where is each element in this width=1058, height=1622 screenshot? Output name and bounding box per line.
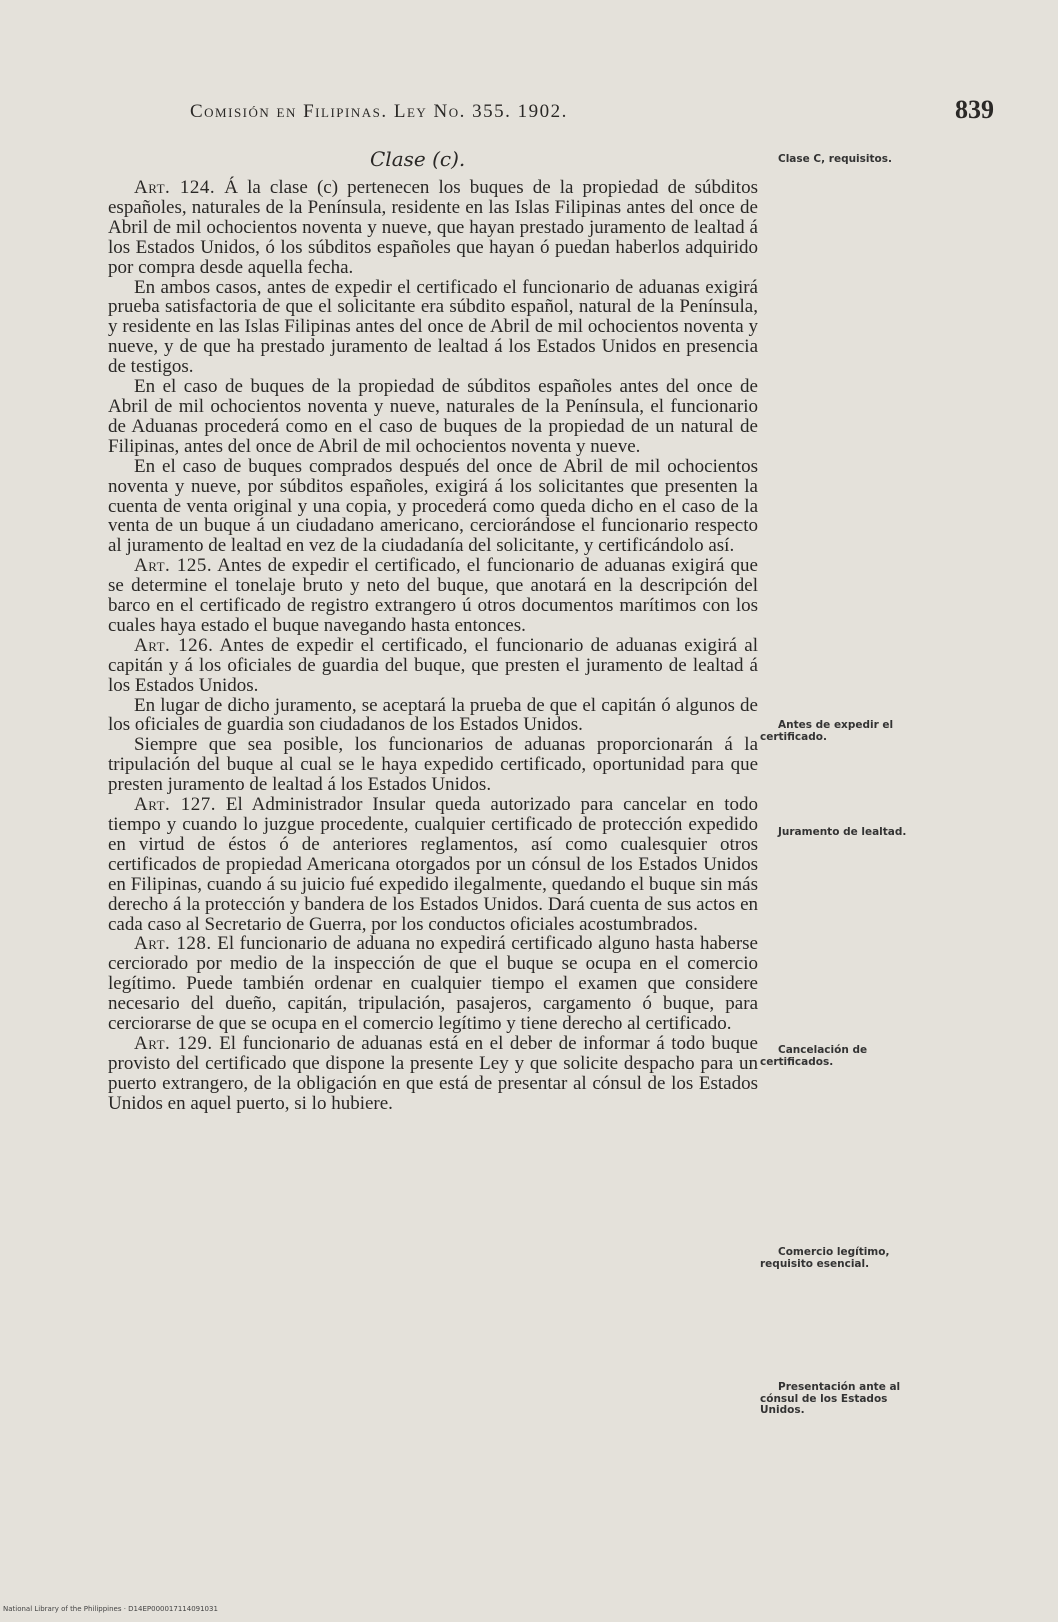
paragraph-text: En el caso de buques comprados después del once de Abril de mil ochocientos noventa y nueve, por súbditos españoles, exigirá á los solicitantes que presenten la cuenta de venta original y una copia, y procederá como queda dicho en el caso de la venta de un buque á un ciudadano americano, cerciorándose el funcionario respecto al juramento de lealtad en vez de la ciudadanía del solicitante, y certificándolo así. [108,455,758,557]
paragraph [108,934,758,1034]
article-label: Art. 124. [134,177,216,198]
margin-note: Juramento de lealtad. [778,826,907,838]
paragraph-text: Siempre que sea posible, los funcionarios de aduanas proporcionarán á la tripulación del buque al cual se le haya expedido certificado, oportunidad para que presten juramento de lealtad á los Estados Unidos. [108,734,758,796]
paragraph [108,178,758,278]
paragraph-text: Antes de expedir el certificado, el funcionario de aduanas exigirá al capitán y á los oficiales de guardia del buque, que presten el juramento de lealtad á los Estados Unidos. [108,634,758,696]
paragraph [108,795,758,934]
paragraph [108,1034,758,1114]
paragraph [108,457,758,557]
article-label: Art. 127. [134,794,216,816]
paragraph-text: En lugar de dicho juramento, se aceptará la prueba de que el capitán ó algunos de los oficiales de guardia son ciudadanos de los Estados Unidos. [108,694,758,736]
paragraph [108,696,758,736]
paragraph-text: El Administrador Insular queda autorizado para cancelar en todo tiempo y cuando lo juzgue procedente, cualquier certificado de protección expedido en virtud de éstos ó de anteriores reglamentos, así como cualesquier otros certificados de propiedad Americana otorgados por un cónsul de los Estados Unidos en Filipinas, cuando á su juicio fué expedido ilegalmente, quedando el buque sin más derecho á la protección y bandera de los Estados Unidos. Dará cuenta de sus actos en cada caso al Secretario de Guerra, por los conductos oficiales acostumbrados. [108,794,758,935]
article-label: Art. 126. [134,634,214,656]
margin-note: Antes de expedir el certificado. [760,719,894,743]
margin-note: Clase C, requisitos. [778,153,892,165]
paragraph [108,377,758,457]
running-header [0,95,1058,135]
margin-note: Cancelación de certificados. [760,1044,868,1068]
paragraph [108,556,758,636]
page-number: 839 [955,95,994,124]
paragraph-text: Antes de expedir el certificado, el funcionario de aduanas exigirá que se determine el tonelaje bruto y neto del buque, que anotará en la descripción del barco en el certificado de registro extrangero ú otros documentos marítimos con los cuales haya estado el buque navegando hasta entonces. [108,555,758,636]
header-title: Comisión en Filipinas. Ley No. 355. 1902. [190,101,568,122]
margin-note: Presentación ante al cónsul de los Estados Unidos. [760,1381,901,1416]
article-label: Art. 128. [134,933,212,955]
paragraph-text: En el caso de buques de la propiedad de súbditos españoles antes del once de Abril de mil ochocientos noventa y nueve, naturales de la Península, el funcionario de Aduanas procederá como en el caso de buques de la propiedad de un natural de Filipinas, antes del once de Abril de mil ochocientos noventa y nueve. [108,376,758,457]
paragraph [108,278,758,378]
article-label: Art. 125. [134,555,213,577]
paragraph-text: El funcionario de aduana no expedirá certificado alguno hasta haberse cerciorado por medio de la inspección de que el buque se ocupa en el comercio legítimo. Puede también ordenar en cualquier tiempo el examen que considere necesario del dueño, capitán, tripulación, pasajeros, cargamento ó buque, para cerciorarse de que se ocupa en el comercio legítimo y tiene derecho al certificado. [108,933,758,1035]
article-label: Art. 129. [134,1032,213,1054]
paragraph-text: En ambos casos, antes de expedir el certificado el funcionario de aduanas exigirá prueba satisfactoria de que el solicitante era súbdito español, natural de la Península, y residente en las Islas Filipinas antes del once de Abril de mil ochocientos noventa y nueve, y de que ha prestado juramento de lealtad á los Estados Unidos en presencia de testigos. [108,276,758,378]
paragraph [108,636,758,696]
section-heading: Clase (c). [370,147,466,171]
body-text [108,178,758,1114]
paragraph [108,735,758,795]
paragraph-text: El funcionario de aduanas está en el deber de informar á todo buque provisto del certificado que dispone la presente Ley y que solicite despacho para un puerto extrangero, de la obligación en que está de presentar al cónsul de los Estados Unidos en aquel puerto, si lo hubiere. [108,1032,758,1114]
scan-footer: National Library of the Philippines · D14EP000017114091031 [3,1605,218,1613]
paragraph-text: Á la clase (c) pertenecen los buques de la propiedad de súbditos españoles, naturales de la Península, residente en las Islas Filipinas antes del once de Abril de mil ochocientos noventa y nueve, que hayan prestado juramento de lealtad á los Estados Unidos, ó los súbditos españoles que hayan ó puedan haberlos adquirido por compra desde aquella fecha. [108,177,758,278]
margin-note: Comercio legítimo, requisito esencial. [760,1246,890,1270]
